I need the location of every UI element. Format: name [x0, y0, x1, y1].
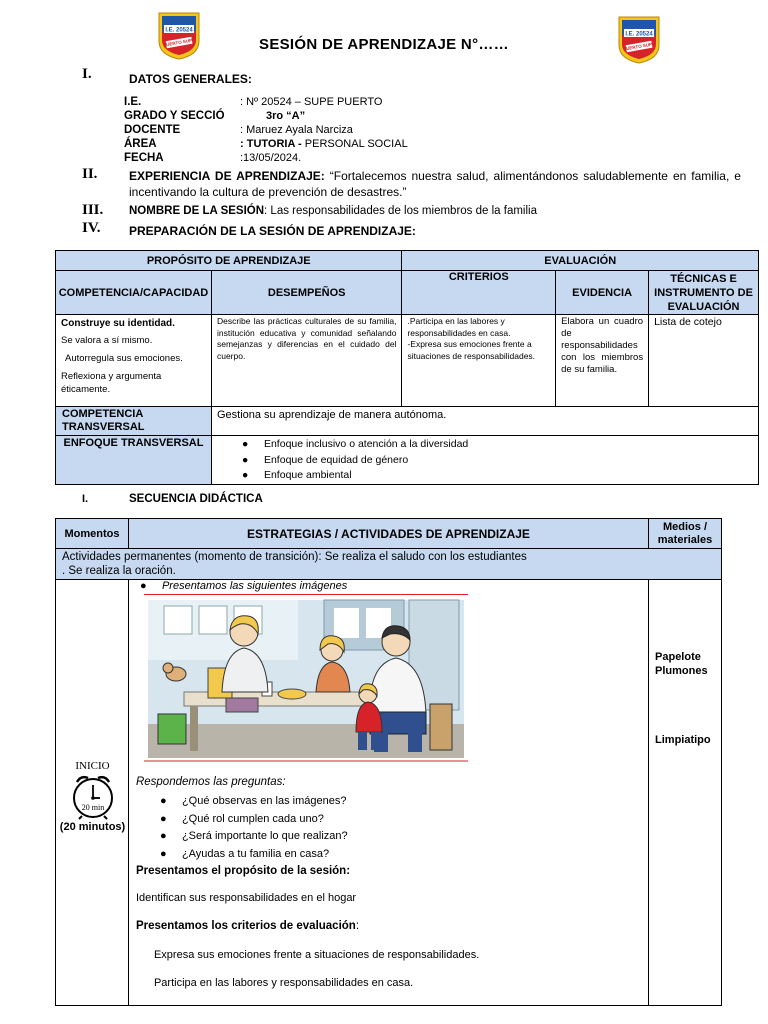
criterios-colon: :: [355, 920, 360, 932]
page-title: SESIÓN DE APRENDIZAJE N°……: [259, 36, 509, 53]
general-fecha-label: FECHA: [124, 152, 164, 164]
header-competencia: COMPETENCIA/CAPACIDAD: [56, 271, 212, 315]
evidencia-cell: Elabora un cuadro de responsabilidades con los miembros de su familia.: [556, 315, 649, 407]
material-plumones: Plumones: [655, 665, 708, 677]
header-estrategias: ESTRATEGIAS / ACTIVIDADES DE APRENDIZAJE: [128, 519, 648, 549]
section-ii-number: II.: [82, 166, 98, 182]
criterios-cell: [402, 315, 556, 407]
general-area-text: PERSONAL SOCIAL: [304, 138, 408, 150]
enfoque-2: Enfoque de equidad de género: [263, 453, 409, 466]
general-grado-value: 3ro “A”: [266, 110, 306, 122]
pregunta-item: ● ¿Qué observas en las imágenes?: [159, 795, 347, 807]
inicio-label: INICIO: [75, 760, 110, 772]
general-fecha-value: :13/05/2024.: [240, 152, 302, 164]
permanentes-line-1: Actividades permanentes (momento de transición): Se realiza el saludo con los estudiantes: [62, 551, 527, 563]
header-momentos: Momentos: [56, 519, 129, 549]
section-iii-label: NOMBRE DE LA SESIÓN: [129, 205, 265, 217]
section-ii-label: EXPERIENCIA DE APRENDIZAJE:: [129, 169, 325, 183]
general-area-value: [240, 138, 408, 150]
section-i-label: DATOS GENERALES:: [129, 72, 252, 86]
inicio-content: [128, 580, 648, 1006]
competencia-title: Construye su identidad.: [61, 318, 175, 329]
general-grado-label: GRADO Y SECCIÓ: [124, 110, 225, 122]
permanentes-row: [56, 549, 722, 580]
pregunta-2: ¿Qué rol cumplen cada uno?: [181, 812, 324, 825]
general-ie-value: : Nº 20524 – SUPE PUERTO: [240, 96, 383, 108]
criterio-table-1: .Participa en las labores y responsabilidades en casa.: [407, 316, 511, 338]
general-area-bold: : TUTORIA -: [240, 138, 305, 150]
header-desempenos: DESEMPEÑOS: [211, 271, 401, 315]
capacidad-2: Autorregula sus emociones.: [65, 353, 183, 364]
permanentes-line-2: . Se realiza la oración.: [62, 565, 176, 577]
material-limpiatipo: Limpiatipo: [655, 734, 711, 746]
comp-transversal-value: Gestiona su aprendizaje de manera autónoma.: [211, 407, 758, 436]
header-criterios: CRITERIOS: [402, 271, 556, 315]
proposito-table: [55, 250, 759, 485]
secuencia-table: [55, 518, 722, 1006]
section-ii-block: [129, 168, 741, 200]
header-evidencia: EVIDENCIA: [556, 271, 649, 315]
capacidad-1: Se valora a sí mismo.: [61, 335, 153, 346]
presentamos-imagenes-line: [139, 580, 348, 592]
pregunta-item: ● ¿Ayudas a tu familia en casa?: [159, 847, 330, 860]
inicio-cell: [56, 580, 129, 1006]
comp-transversal-label: COMPETENCIA TRANSVERSAL: [56, 407, 212, 436]
section-iii-text: : Las responsabilidades de los miembros de la familia: [264, 205, 537, 217]
section-iv-label: PREPARACIÓN DE LA SESIÓN DE APRENDIZAJE:: [129, 224, 416, 238]
pregunta-1: ¿Qué observas en las imágenes?: [181, 795, 347, 807]
respondemos: Respondemos las preguntas:: [135, 776, 286, 788]
family-kitchen-illustration: [144, 594, 468, 762]
enfoque-item: ● Enfoque ambiental: [241, 469, 352, 481]
section-ii-text: “Fortalecemos nuestra salud, alimentándonos saludablemente en familia, e incentivando la cultura de prevención de desastres.”: [129, 169, 741, 199]
section-iii-number: III.: [82, 202, 104, 218]
enfoque-3: Enfoque ambiental: [263, 469, 352, 481]
secuencia-label: SECUENCIA DIDÁCTICA: [129, 493, 263, 505]
section-i-number: I.: [82, 66, 92, 82]
header-evaluacion: EVALUACIÓN: [402, 251, 759, 271]
logo-code-left: I.E. 20524: [165, 27, 193, 34]
section-iii-block: [129, 205, 537, 217]
inicio-time: (20 minutos): [59, 821, 126, 833]
clock-icon: [68, 772, 118, 820]
enfoque-label: ENFOQUE TRANSVERSAL: [56, 436, 212, 485]
material-papelote: Papelote: [655, 651, 701, 663]
logo-place-left: PUERTO SUPE: [162, 37, 196, 48]
header-medios: Medios / materiales: [649, 519, 722, 549]
enfoque-item: ● Enfoque inclusivo o atención a la diversidad: [241, 438, 469, 450]
bullet: ●: [139, 580, 147, 592]
criterios-evaluacion-label: Presentamos los criterios de evaluación: [135, 920, 356, 932]
pregunta-item: ● ¿Qué rol cumplen cada uno?: [159, 812, 324, 825]
general-area-label: ÁREA: [124, 138, 157, 150]
tecnicas-cell: Lista de cotejo: [649, 315, 759, 407]
enfoque-1: Enfoque inclusivo o atención a la diversidad: [263, 438, 469, 450]
proposito-text: Identifican sus responsabilidades en el hogar: [135, 892, 357, 904]
section-iv-number: IV.: [82, 220, 101, 236]
capacidad-3: Reflexiona y argumenta éticamente.: [61, 371, 162, 395]
desempenos-cell: Describe las prácticas culturales de su familia, institución educativa y comunidad señalando semejanzas y diferencias en el cuidado del cuerpo.: [211, 315, 401, 407]
enfoque-cell: [211, 436, 758, 485]
logo-place-right: PUERTO SUPE: [622, 41, 656, 52]
presentamos-imagenes: Presentamos las siguientes imágenes: [161, 580, 348, 592]
general-docente-value: : Maruez Ayala Narciza: [240, 124, 353, 136]
preguntas-list: [159, 793, 348, 863]
criterio-table-2: -Expresa sus emociones frente a situaciones de responsabilidades.: [407, 339, 536, 361]
pregunta-3: ¿Será importante lo que realizan?: [181, 830, 348, 842]
criterio-1: Expresa sus emociones frente a situaciones de responsabilidades.: [153, 949, 480, 961]
enfoque-item: ● Enfoque de equidad de género: [241, 453, 409, 466]
pregunta-4: ¿Ayudas a tu familia en casa?: [181, 847, 330, 860]
secuencia-number: I.: [82, 493, 89, 505]
header-tecnicas: TÉCNICAS E INSTRUMENTO DE EVALUACIÓN: [649, 271, 759, 315]
proposito-label: Presentamos el propósito de la sesión:: [135, 865, 351, 877]
materiales-cell: [649, 580, 722, 1006]
logo-code-right: I.E. 20524: [625, 31, 653, 38]
header-proposito: PROPÓSITO DE APRENDIZAJE: [56, 251, 402, 271]
general-ie-label: I.E.: [124, 96, 142, 108]
pregunta-item: ● ¿Será importante lo que realizan?: [159, 830, 348, 842]
competencia-cell: [56, 315, 212, 407]
clock-text: 20 min: [81, 803, 105, 812]
criterio-2: Participa en las labores y responsabilidades en casa.: [153, 977, 414, 989]
general-docente-label: DOCENTE: [124, 124, 181, 136]
criterios-evaluacion-line: [136, 920, 359, 932]
